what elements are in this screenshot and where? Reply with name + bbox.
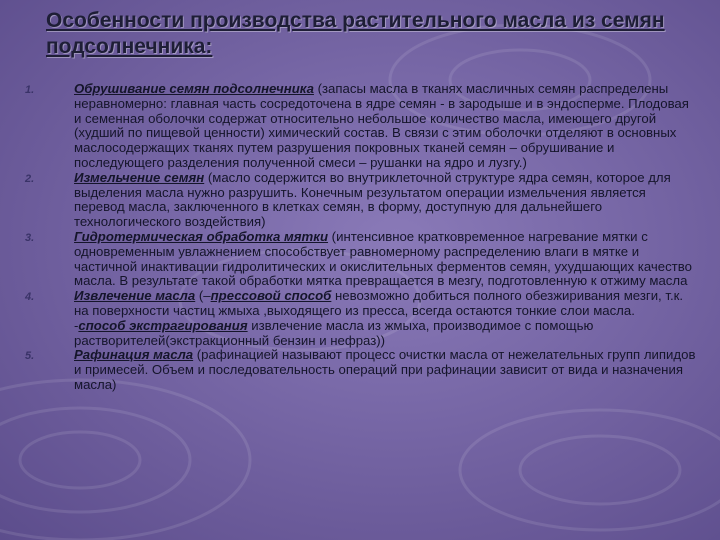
list-item (0, 289, 720, 348)
item-term: Гидротермическая обработка мятки (74, 228, 329, 244)
item-subterm-press: прессовой способ (210, 288, 332, 304)
item-description-part: невозможно добиться полного обезжиривания мезги, т.к. на поверхности частиц жмыха ,выходящего из пресса, всегда остаются тонкие слои масла. (74, 288, 684, 318)
item-number: 2. (25, 172, 35, 185)
item-description-part: - (74, 317, 79, 333)
item-description: (масло содержится во внутриклеточной структуре ядра семян, которое для выделения масла нужно разрушить. Конечным результатом операции измельчения является перевод масла, заключенного в клетках семян, в форму, доступную для дальнейшего технологического воздействия) (74, 169, 671, 230)
item-text (74, 171, 698, 230)
item-text (74, 289, 698, 348)
item-description-part: извлечение масла из жмыха, производимое с помощью растворителей(экстракционный бензин и нефраз)) (74, 317, 594, 348)
slide-title: Особенности производства растительного масла из семян подсолнечника: (46, 9, 665, 58)
item-term: Обрушивание семян подсолнечника (74, 81, 314, 96)
list-item (0, 171, 720, 230)
item-description-part: (– (195, 288, 211, 304)
list-item (0, 348, 720, 392)
item-text (74, 230, 698, 289)
item-number: 1. (25, 84, 35, 96)
list-item (0, 82, 720, 171)
item-text (74, 348, 698, 392)
item-term: Рафинация масла (74, 347, 194, 363)
item-number: 5. (25, 350, 35, 363)
item-number: 4. (25, 291, 35, 304)
item-term: Извлечение масла (74, 288, 196, 304)
item-term: Измельчение семян (74, 169, 205, 185)
item-description: (рафинацией называют процесс очистки масла от нежелательных групп липидов и примесей. Объем и последовательность операций при рафинации зависит от вида и назначения масла) (74, 347, 696, 392)
item-description: (запасы масла в тканях масличных семян распределены неравномерно: главная часть сосредоточена в ядре семян - в зародыше и в эндосперме. Плодовая и семенная оболочки содержат относительно небольшое количество масла, имеющего другой (худший по пищевой ценности) химический состав. В связи с этим оболочки отделяют в основных маслосодержащих тканях путем разрушения покровных тканей семян – обрушивание и последующего разделения полученной смеси – рушанки на ядро и лузгу.) (74, 81, 689, 170)
item-description: (интенсивное кратковременное нагревание мятки с одновременным увлажнением способствует равномерному распределению влаги в мятке и частичной инактивации гидролитических и окислительных ферментов семян, ухудшающих качество масла. В результате такой обработки мятка превращается в мезгу, подготовленную к отжиму масла (74, 228, 692, 289)
steps-list (0, 82, 720, 393)
item-text (74, 82, 698, 171)
list-item (0, 230, 720, 289)
item-number: 3. (25, 231, 35, 244)
item-subterm-extraction: способ экстрагирования (78, 317, 248, 333)
